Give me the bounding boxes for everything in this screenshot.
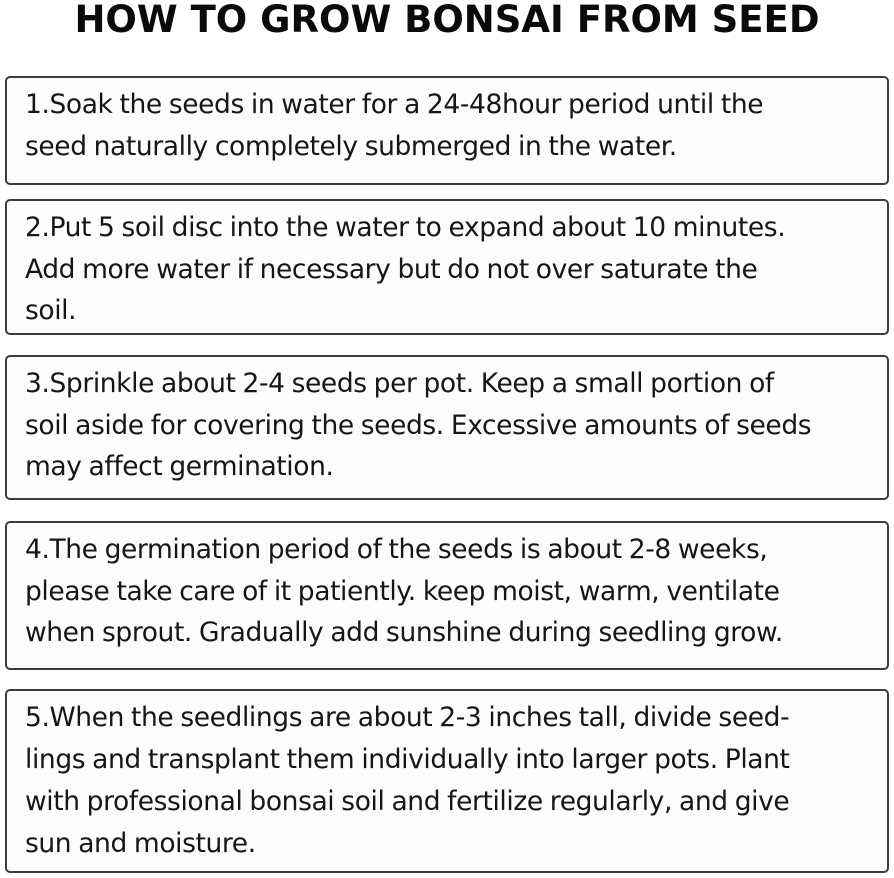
step-1-line-2: seed naturally completely submerged in the water. (25, 130, 677, 162)
step-2-line-2: Add more water if necessary but do not over saturate the (25, 253, 758, 285)
step-2-box (5, 199, 889, 335)
step-5-line-3: with professional bonsai soil and fertilize regularly, and give (25, 786, 790, 817)
step-3-line-3: may affect germination. (25, 451, 334, 482)
step-3-line-1: 3.Sprinkle about 2-4 seeds per pot. Keep a small portion of (25, 368, 774, 399)
step-5-box (5, 689, 889, 873)
step-2-text (25, 207, 869, 332)
step-4-text (25, 529, 869, 654)
step-1-text (25, 84, 869, 167)
step-3-text (25, 363, 869, 488)
step-3-line-2: soil aside for covering the seeds. Excessive amounts of seeds (25, 409, 812, 441)
step-2-line-1: 2.Put 5 soil disc into the water to expand about 10 minutes. (25, 212, 786, 243)
step-3-box (5, 355, 889, 500)
step-4-line-1: 4.The germination period of the seeds is about 2-8 weeks, (25, 534, 768, 565)
step-4-line-3: when sprout. Gradually add sunshine during seedling grow. (25, 617, 783, 648)
step-4-box (5, 521, 889, 670)
step-4-line-2: please take care of it patiently. keep moist, warm, ventilate (25, 575, 780, 607)
step-5-line-1: 5.When the seedlings are about 2-3 inches tall, divide seed- (25, 702, 790, 733)
step-5-line-4: sun and moisture. (25, 828, 256, 859)
step-1-line-1: 1.Soak the seeds in water for a 24-48hour period until the (25, 89, 764, 120)
step-5-line-2: lings and transplant them individually into larger pots. Plant (25, 744, 790, 775)
page-title: HOW TO GROW BONSAI FROM SEED (74, 0, 820, 41)
step-1-box (5, 76, 889, 185)
step-5-text (25, 697, 869, 865)
step-2-line-3: soil. (25, 295, 77, 326)
